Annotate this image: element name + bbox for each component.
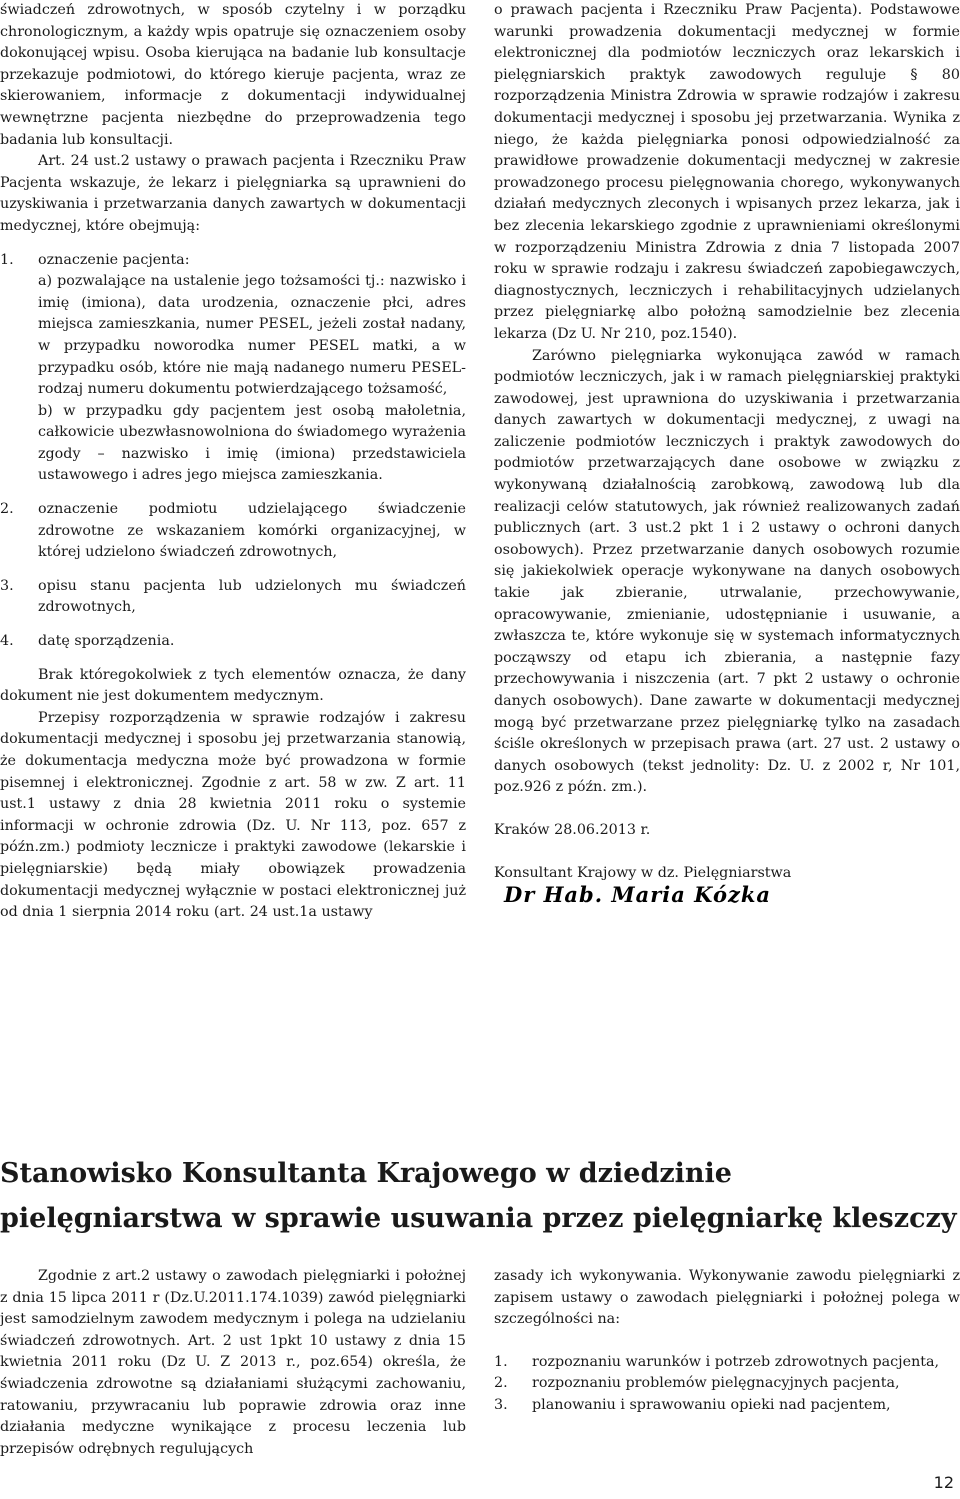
paragraph: Zarówno pielęgniarka wykonująca zawód w ramach podmiotów leczniczych, jak i w ramach pielęgniarskiej praktyki zawodowej, jest uprawniona do uzyskiwania i przetwarzania danych zawartych w dokumentacji medycznej, z uwagi na zaliczenie podmiotów leczniczych i praktyk zawodowych do podmiotów przetwarzających dane osobowe w związku z wykonywaną działalnością zarobkową, zawodową lub dla realizacji celów statutowych, jak również realizowanych zadań publicznych (art. 3 ust.2 pkt 1 i 2 ustawy o ochroni danych osobowych). Przez przetwarzanie danych osobowych rozumie się jakiekolwiek operacje wykonywane na danych osobowych takie jak zbieranie, utrwalanie, przechowywanie, opracowywanie, zmienianie, udostępnianie i usuwanie, a zwłaszcza te, które wykonuje się w systemach informatycznych począwszy od etapu ich zbierania, a następnie fazy przechowywania i niszczenia (art. 7 pkt 2 ustawy o ochronie danych osobowych). Dane zawarte w dokumentacji medycznej mogą być przetwarzane przez pielęgniarkę tylko na zasadach ściśle określonych w przepisach prawa (art. 27 ust. 2 ustawy o danych osobowych (tekst jednolity: Dz. U. z 2002 r, Nr 101, poz.926 z późn. zm.). xyxy=(494,347,960,796)
list-item xyxy=(0,631,466,653)
date-line: Kraków 28.06.2013 r. xyxy=(494,821,651,838)
list-number: 3. xyxy=(494,1396,508,1413)
list-item-text: oznaczenie podmiotu udzielającego świadczenie zdrowotne ze wskazaniem komórki organizacyjnej, w której udzielono świadczeń zdrowotnych, xyxy=(38,501,466,561)
list-item-sub-a: a) pozwalające na ustalenie jego tożsamości tj.: nazwisko i imię (imiona), data urodzenia, oznaczenie płci, adres miejsca zamieszkania, numer PESEL, jeżeli został nadany, w przypadku noworodka numer PESEL matki, a w przypadku osób, które nie mają nadanego numeru PESEL- rodzaj numeru dokumentu potwierdzającego tożsamość, xyxy=(38,273,466,398)
bottom-left-column xyxy=(0,1266,466,1491)
signature: Dr Hab. Maria Kózka xyxy=(504,882,772,908)
section-heading: Stanowisko Konsultanta Krajowego w dziedzinie pielęgniarstwa w sprawie usuwania przez pielęgniarkę kleszczy xyxy=(0,1158,957,1234)
list-number: 3. xyxy=(0,577,14,594)
list-item-title: oznaczenie pacjenta: xyxy=(38,251,190,268)
list-item-text: rozpoznaniu problemów pielęgnacyjnych pacjenta, xyxy=(532,1375,900,1392)
paragraph: Art. 24 ust.2 ustawy o prawach pacjenta i Rzeczniku Praw Pacjenta wskazuje, że lekarz i pielęgniarka są uprawnieni do uzyskiwania i przetwarzania danych zawartych w dokumentacji medycznej, które obejmują: xyxy=(0,153,466,234)
list-number: 1. xyxy=(0,251,14,268)
list-number: 2. xyxy=(494,1375,508,1392)
list-item-sub-b: b) w przypadku gdy pacjentem jest osobą małoletnia, całkowicie ubezwłasnowolniona do świadomego wyrażenia zgody – nazwisko i imię (imiona) przedstawiciela ustawowego i adres jego miejsca zamieszkania. xyxy=(38,402,466,484)
paragraph: Zgodnie z art.2 ustawy o zawodach pielęgniarki i położnej z dnia 15 lipca 2011 r (Dz.U.2011.174.1039) zawód pielęgniarki jest samodzielnym zawodem medycznym i polega na udzielaniu świadczeń zdrowotnych. Art. 2 ust 1pkt 10 ustawy z dnia 15 kwietnia 2011 roku (Dz U. Z 2013 r., poz.654) określa, że świadczenia zdrowotne są działaniami służącymi zachowaniu, ratowaniu, przywracaniu lub poprawie zdrowia oraz inne działania medyczne wynikające z procesu leczenia lub przepisów odrębnych regulujących xyxy=(0,1268,466,1457)
list-item xyxy=(0,576,466,619)
list-item xyxy=(494,1373,960,1395)
list-number: 2. xyxy=(0,501,14,518)
paragraph: Przepisy rozporządzenia w sprawie rodzajów i zakresu dokumentacji medycznej i sposobu jej przetwarzania stanowią, że dokumentacja medyczna może być prowadzona w formie pisemnej i elektronicznej. Zgodnie z art. 58 w zw. Z art. 11 ust.1 ustawy z dnia 28 kwietnia 2011 roku o systemie informacji w ochronie zdrowia (Dz. U. Nr 113, poz. 657 z późn.zm.) podmioty lecznicze i praktyki zawodowe (lekarskie i pielęgniarskie) będą miały obowiązek prowadzenia dokumentacji medycznej wyłącznie w postaci elektronicznej już od dnia 1 sierpnia 2014 roku (art. 24 ust.1a ustawy xyxy=(0,709,466,921)
paragraph: Brak któregokolwiek z tych elementów oznacza, że dany dokument nie jest dokumentem medycznym. xyxy=(0,666,466,705)
list-item xyxy=(0,250,466,488)
paragraph: świadczeń zdrowotnych, w sposób czytelny i w porządku chronologicznym, a każdy wpis opatruje się oznaczeniem osoby dokonującej wpisu. Osoba kierująca na badanie lub konsultacje przekazuje podmiotowi, do którego kieruje pacjenta, wraz ze skierowaniem, informacje z dokumentacji indywidualnej wewnętrzne pacjenta niezbędne do przeprowadzenia tego badania lub konsultacji. xyxy=(0,2,466,148)
list-item-text: datę sporządzenia. xyxy=(38,633,175,650)
list-number: 4. xyxy=(0,633,14,650)
author-role: Konsultant Krajowy w dz. Pielęgniarstwa xyxy=(494,864,792,881)
list-number: 1. xyxy=(494,1353,508,1370)
page-number: 12 xyxy=(933,1473,954,1492)
list-item-text: planowaniu i sprawowaniu opieki nad pacjentem, xyxy=(532,1396,891,1413)
list-item xyxy=(0,499,466,564)
paragraph: zasady ich wykonywania. Wykonywanie zawodu pielęgniarki z zapisem ustawy o zawodach pielęgniarki i położnej polega w szczególności na: xyxy=(494,1268,960,1328)
list-item xyxy=(494,1352,960,1374)
paragraph: o prawach pacjenta i Rzeczniku Praw Pacjenta). Podstawowe warunki prowadzenia dokumentacji medycznej w formie elektronicznej dla podmiotów leczniczych oraz lekarskich i pielęgniarskich praktyk zawodowych reguluje § 80 rozporządzenia Ministra Zdrowia w sprawie rodzajów i zakresu dokumentacji medycznej i sposobu jej przetwarzania. Wynika z niego, że każda pielęgniarka ponosi odpowiedzialność za prawidłowe prowadzenie dokumentacji medycznej w zakresie prowadzonego procesu pielęgnowania chorego, wykonywanych działań medycznych zleconych i wpisanych przez lekarza, jak i bez zlecenia lekarskiego zgodnie z uprawnieniami określonymi w rozporządzeniu Ministra Zdrowia z dnia 7 listopada 2007 roku w sprawie rodzaju i zakresu świadczeń zapobiegawczych, diagnostycznych, leczniczych i rehabilitacyjnych udzielanych przez pielęgniarkę albo położną samodzielnie bez zlecenia lekarza (Dz U. Nr 210, poz.1540). xyxy=(494,2,960,342)
top-left-column xyxy=(0,0,466,1030)
list-item xyxy=(494,1395,960,1417)
bottom-right-column xyxy=(494,1266,960,1491)
top-right-column xyxy=(494,0,960,1030)
list-item-text: rozpoznaniu warunków i potrzeb zdrowotnych pacjenta, xyxy=(532,1353,940,1370)
list-item-text: opisu stanu pacjenta lub udzielonych mu świadczeń zdrowotnych, xyxy=(38,577,466,616)
